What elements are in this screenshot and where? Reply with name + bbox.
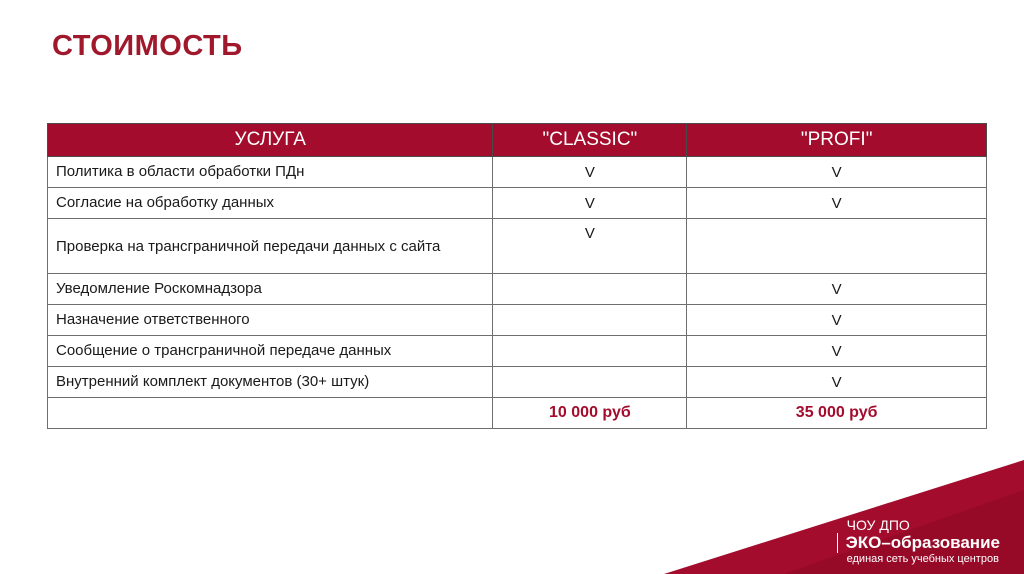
header-classic: "CLASSIC" xyxy=(493,124,687,157)
profi-price: 35 000 руб xyxy=(687,398,987,429)
table-row xyxy=(48,157,987,188)
pricing-table xyxy=(47,123,987,429)
table-row xyxy=(48,367,987,398)
service-cell: Политика в области обработки ПДн xyxy=(48,157,493,188)
table-row xyxy=(48,219,987,274)
classic-check: V xyxy=(493,188,687,219)
profi-check: V xyxy=(687,188,987,219)
classic-check xyxy=(493,305,687,336)
service-cell: Внутренний комплект документов (30+ штук) xyxy=(48,367,493,398)
classic-price: 10 000 руб xyxy=(493,398,687,429)
profi-check: V xyxy=(687,274,987,305)
profi-check: V xyxy=(687,367,987,398)
classic-check xyxy=(493,336,687,367)
company-logo xyxy=(837,517,1000,566)
logo-line-3: единая сеть учебных центров xyxy=(846,553,999,565)
page-title: СТОИМОСТЬ xyxy=(52,30,243,62)
header-service: УСЛУГА xyxy=(48,124,493,157)
header-profi: "PROFI" xyxy=(687,124,987,157)
totals-label xyxy=(48,398,493,429)
logo-line-1: ЧОУ ДПО xyxy=(846,517,910,533)
service-cell: Назначение ответственного xyxy=(48,305,493,336)
profi-check: V xyxy=(687,336,987,367)
table-header-row xyxy=(48,124,987,157)
logo-line-2: ЭКО–образование xyxy=(837,533,1000,553)
classic-check xyxy=(493,367,687,398)
table-row xyxy=(48,336,987,367)
service-cell: Согласие на обработку данных xyxy=(48,188,493,219)
table-row xyxy=(48,305,987,336)
service-cell: Сообщение о трансграничной передаче данных xyxy=(48,336,493,367)
table-row xyxy=(48,188,987,219)
profi-check xyxy=(687,219,987,274)
profi-check: V xyxy=(687,305,987,336)
profi-check: V xyxy=(687,157,987,188)
service-cell: Уведомление Роскомнадзора xyxy=(48,274,493,305)
totals-row xyxy=(48,398,987,429)
service-cell: Проверка на трансграничной передачи данных с сайта xyxy=(48,219,493,274)
classic-check: V xyxy=(493,157,687,188)
classic-check xyxy=(493,274,687,305)
table-row xyxy=(48,274,987,305)
classic-check: V xyxy=(493,219,687,274)
